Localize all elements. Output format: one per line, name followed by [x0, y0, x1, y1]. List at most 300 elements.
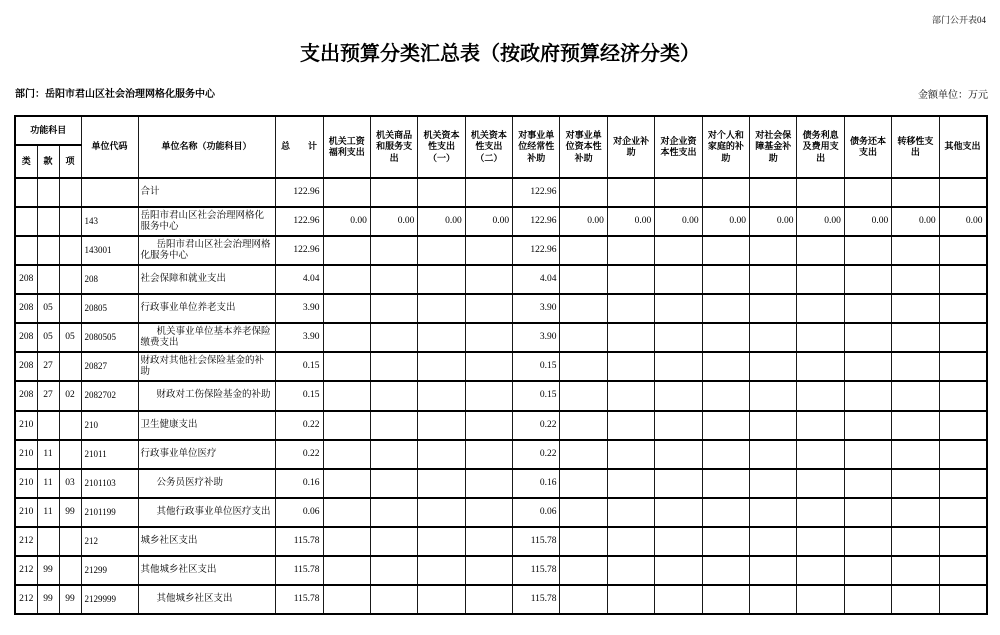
value-cell [797, 498, 844, 527]
value-cell [844, 527, 891, 556]
value-cell [465, 265, 512, 294]
total-cell: 122.96 [275, 207, 323, 236]
value-cell [797, 411, 844, 440]
value-cell [465, 585, 512, 614]
func-subject-header: 功能科目 [15, 116, 81, 145]
unit-name-cell: 其他城乡社区支出 [138, 585, 275, 614]
value-cell: 0.06 [513, 498, 560, 527]
value-cell: 3.90 [513, 294, 560, 323]
value-cell [560, 236, 607, 265]
func-section-cell [37, 236, 59, 265]
total-cell: 0.15 [275, 352, 323, 381]
unit-code-cell: 2101103 [81, 469, 138, 498]
value-col-header: 对社会保障基金补助 [750, 116, 797, 178]
unit-name-cell: 合计 [138, 178, 275, 207]
value-cell: 0.00 [560, 207, 607, 236]
value-cell [702, 469, 749, 498]
page-title: 支出预算分类汇总表（按政府预算经济分类） [300, 43, 700, 65]
value-cell [750, 236, 797, 265]
value-col-header: 机关资本性支出（二） [465, 116, 512, 178]
value-cell: 0.00 [750, 207, 797, 236]
value-col-header: 对事业单位资本性补助 [560, 116, 607, 178]
value-cell [323, 236, 370, 265]
value-cell [465, 352, 512, 381]
value-cell [939, 236, 986, 265]
value-cell [607, 178, 654, 207]
value-cell [702, 323, 749, 352]
func-section-cell: 11 [37, 498, 59, 527]
value-cell: 0.22 [513, 440, 560, 469]
value-cell [560, 440, 607, 469]
value-cell [560, 352, 607, 381]
func-item-cell [59, 527, 81, 556]
func-class-cell: 210 [15, 440, 37, 469]
func-class-cell [15, 236, 37, 265]
func-item-header: 项 [59, 145, 81, 178]
total-cell: 115.78 [275, 556, 323, 585]
func-item-cell: 02 [59, 381, 81, 410]
value-cell [323, 178, 370, 207]
value-cell [702, 265, 749, 294]
value-cell [607, 585, 654, 614]
value-cell [750, 440, 797, 469]
total-cell: 122.96 [275, 236, 323, 265]
value-cell [702, 411, 749, 440]
unit-code-cell: 210 [81, 411, 138, 440]
amount-unit-label: 金额单位：万元 [918, 90, 988, 101]
value-cell [607, 294, 654, 323]
value-cell [323, 323, 370, 352]
value-cell [939, 556, 986, 585]
table-row [15, 323, 987, 352]
doc-code-label: 部门公开表04 [931, 15, 986, 25]
func-class-cell: 208 [15, 265, 37, 294]
value-cell [465, 556, 512, 585]
value-cell [939, 352, 986, 381]
func-section-cell: 05 [37, 323, 59, 352]
value-cell [844, 323, 891, 352]
value-cell [750, 323, 797, 352]
value-cell [844, 265, 891, 294]
unit-name-cell: 卫生健康支出 [138, 411, 275, 440]
value-cell [892, 352, 939, 381]
value-col-header: 债务还本支出 [844, 116, 891, 178]
value-cell: 0.00 [939, 207, 986, 236]
value-cell: 0.00 [797, 207, 844, 236]
table-row [15, 585, 987, 614]
value-cell [607, 498, 654, 527]
unit-name-cell: 社会保障和就业支出 [138, 265, 275, 294]
total-cell: 115.78 [275, 585, 323, 614]
value-cell [702, 352, 749, 381]
table-row [15, 178, 987, 207]
value-cell [892, 556, 939, 585]
total-cell: 0.16 [275, 469, 323, 498]
func-item-cell: 03 [59, 469, 81, 498]
func-section-cell: 99 [37, 585, 59, 614]
value-cell [465, 294, 512, 323]
value-cell [323, 381, 370, 410]
value-cell [939, 265, 986, 294]
value-cell: 0.00 [465, 207, 512, 236]
value-cell [892, 527, 939, 556]
total-cell: 122.96 [275, 178, 323, 207]
value-cell [465, 178, 512, 207]
total-cell: 3.90 [275, 294, 323, 323]
value-cell [323, 352, 370, 381]
value-cell [418, 498, 465, 527]
value-cell [323, 265, 370, 294]
value-cell [702, 585, 749, 614]
value-cell: 0.22 [513, 411, 560, 440]
value-cell [797, 469, 844, 498]
func-item-cell [59, 178, 81, 207]
value-cell [750, 469, 797, 498]
func-class-header: 类 [15, 145, 37, 178]
func-item-cell: 99 [59, 585, 81, 614]
table-row [15, 440, 987, 469]
total-cell: 0.22 [275, 440, 323, 469]
value-col-header: 机关商品和服务支出 [370, 116, 417, 178]
value-cell [797, 178, 844, 207]
value-cell [844, 469, 891, 498]
value-cell [370, 323, 417, 352]
department-label: 部门：岳阳市君山区社会治理网格化服务中心 [15, 89, 215, 100]
value-cell [750, 585, 797, 614]
func-item-cell [59, 556, 81, 585]
value-cell [844, 411, 891, 440]
value-cell: 0.00 [892, 207, 939, 236]
value-cell [418, 323, 465, 352]
total-cell: 115.78 [275, 527, 323, 556]
func-item-cell [59, 236, 81, 265]
value-cell [560, 527, 607, 556]
value-cell [370, 498, 417, 527]
value-cell [844, 294, 891, 323]
value-cell [465, 469, 512, 498]
value-cell [607, 236, 654, 265]
value-cell [702, 294, 749, 323]
value-cell [750, 556, 797, 585]
value-cell [465, 411, 512, 440]
value-cell: 0.00 [418, 207, 465, 236]
unit-code-cell: 2129999 [81, 585, 138, 614]
value-col-header: 对事业单位经常性补助 [513, 116, 560, 178]
unit-name-cell: 财政对工伤保险基金的补助 [138, 381, 275, 410]
total-header: 总 计 [275, 116, 323, 178]
value-cell [844, 498, 891, 527]
value-cell [655, 411, 702, 440]
func-section-cell: 27 [37, 381, 59, 410]
value-cell: 0.00 [844, 207, 891, 236]
value-cell [702, 498, 749, 527]
unit-code-cell: 2101199 [81, 498, 138, 527]
func-class-cell [15, 207, 37, 236]
value-cell [560, 498, 607, 527]
value-cell [607, 411, 654, 440]
unit-name-cell: 其他行政事业单位医疗支出 [138, 498, 275, 527]
unit-code-cell [81, 178, 138, 207]
value-cell: 115.78 [513, 527, 560, 556]
value-cell [465, 440, 512, 469]
unit-code-cell: 208 [81, 265, 138, 294]
value-cell: 122.96 [513, 236, 560, 265]
value-cell [418, 411, 465, 440]
value-cell [797, 294, 844, 323]
value-cell [750, 498, 797, 527]
value-cell [655, 498, 702, 527]
total-cell: 3.90 [275, 323, 323, 352]
value-cell [370, 527, 417, 556]
value-cell [418, 585, 465, 614]
table-row [15, 265, 987, 294]
value-cell: 122.96 [513, 178, 560, 207]
value-cell [939, 498, 986, 527]
value-cell [939, 585, 986, 614]
value-cell [465, 236, 512, 265]
table-row [15, 411, 987, 440]
value-cell [370, 236, 417, 265]
table-row [15, 352, 987, 381]
func-class-cell: 212 [15, 585, 37, 614]
value-cell [892, 265, 939, 294]
value-cell [844, 440, 891, 469]
func-class-cell: 210 [15, 411, 37, 440]
value-cell [560, 381, 607, 410]
func-class-cell [15, 178, 37, 207]
value-cell [370, 352, 417, 381]
value-cell [797, 585, 844, 614]
value-cell [702, 527, 749, 556]
func-section-cell [37, 527, 59, 556]
value-cell [607, 265, 654, 294]
value-cell [797, 236, 844, 265]
func-section-cell [37, 207, 59, 236]
func-section-cell: 11 [37, 469, 59, 498]
value-cell [465, 498, 512, 527]
value-cell [702, 381, 749, 410]
unit-code-cell: 212 [81, 527, 138, 556]
value-cell [702, 236, 749, 265]
value-cell [655, 178, 702, 207]
value-cell: 0.16 [513, 469, 560, 498]
value-cell [750, 381, 797, 410]
value-cell [323, 440, 370, 469]
value-cell [702, 556, 749, 585]
func-item-cell [59, 411, 81, 440]
value-cell [939, 294, 986, 323]
func-class-cell: 210 [15, 469, 37, 498]
unit-name-header: 单位名称（功能科目） [138, 116, 275, 178]
func-section-cell [37, 411, 59, 440]
value-cell [418, 352, 465, 381]
value-cell [560, 469, 607, 498]
unit-code-cell: 143001 [81, 236, 138, 265]
value-cell [323, 585, 370, 614]
unit-name-cell: 城乡社区支出 [138, 527, 275, 556]
value-cell [844, 585, 891, 614]
unit-name-cell: 其他城乡社区支出 [138, 556, 275, 585]
value-cell [418, 178, 465, 207]
value-cell [797, 440, 844, 469]
unit-name-cell: 公务员医疗补助 [138, 469, 275, 498]
value-cell: 0.15 [513, 352, 560, 381]
value-cell [607, 352, 654, 381]
value-cell [560, 265, 607, 294]
func-class-cell: 212 [15, 527, 37, 556]
total-cell: 0.15 [275, 381, 323, 410]
value-cell [465, 381, 512, 410]
table-row [15, 294, 987, 323]
unit-name-cell: 行政事业单位医疗 [138, 440, 275, 469]
value-cell [750, 265, 797, 294]
value-cell [797, 265, 844, 294]
total-cell: 0.22 [275, 411, 323, 440]
value-cell: 4.04 [513, 265, 560, 294]
unit-name-cell: 行政事业单位养老支出 [138, 294, 275, 323]
value-cell [370, 440, 417, 469]
value-cell [465, 527, 512, 556]
value-cell [607, 323, 654, 352]
value-cell [844, 352, 891, 381]
func-class-cell: 212 [15, 556, 37, 585]
value-cell [418, 469, 465, 498]
func-item-cell [59, 265, 81, 294]
value-cell [370, 381, 417, 410]
unit-code-cell: 20827 [81, 352, 138, 381]
value-cell [844, 236, 891, 265]
value-cell [370, 469, 417, 498]
value-cell [560, 556, 607, 585]
value-cell [939, 527, 986, 556]
value-cell [370, 178, 417, 207]
value-cell [560, 411, 607, 440]
budget-table [14, 115, 988, 615]
unit-name-cell: 机关事业单位基本养老保险缴费支出 [138, 323, 275, 352]
value-col-header: 转移性支出 [892, 116, 939, 178]
total-cell: 0.06 [275, 498, 323, 527]
table-header [15, 116, 987, 178]
value-cell [607, 527, 654, 556]
value-cell [655, 236, 702, 265]
value-cell [939, 178, 986, 207]
unit-code-cell: 2080505 [81, 323, 138, 352]
table-row [15, 556, 987, 585]
value-cell [323, 411, 370, 440]
value-cell [750, 527, 797, 556]
value-cell [892, 236, 939, 265]
unit-name-cell: 岳阳市君山区社会治理网格化服务中心 [138, 207, 275, 236]
value-cell [560, 178, 607, 207]
func-item-cell [59, 440, 81, 469]
func-item-cell: 05 [59, 323, 81, 352]
value-cell [892, 381, 939, 410]
value-cell [655, 265, 702, 294]
func-class-cell: 210 [15, 498, 37, 527]
value-cell [418, 236, 465, 265]
value-cell [655, 585, 702, 614]
unit-code-cell: 20805 [81, 294, 138, 323]
value-cell [655, 469, 702, 498]
func-item-cell: 99 [59, 498, 81, 527]
value-cell [655, 556, 702, 585]
func-class-cell: 208 [15, 381, 37, 410]
value-cell [465, 323, 512, 352]
table-row [15, 207, 987, 236]
value-cell [607, 556, 654, 585]
value-cell [939, 440, 986, 469]
table-row [15, 469, 987, 498]
value-cell [607, 469, 654, 498]
func-class-cell: 208 [15, 352, 37, 381]
unit-code-cell: 143 [81, 207, 138, 236]
value-cell [370, 556, 417, 585]
table-row [15, 527, 987, 556]
value-cell [560, 323, 607, 352]
func-class-cell: 208 [15, 294, 37, 323]
table-body [15, 178, 987, 614]
func-section-header: 款 [37, 145, 59, 178]
value-col-header: 对企业资本性支出 [655, 116, 702, 178]
value-cell [418, 556, 465, 585]
value-cell [323, 294, 370, 323]
value-cell [370, 265, 417, 294]
value-cell [892, 585, 939, 614]
value-cell [418, 527, 465, 556]
value-cell [323, 498, 370, 527]
value-cell [323, 527, 370, 556]
func-section-cell [37, 265, 59, 294]
value-cell [844, 381, 891, 410]
func-item-cell [59, 207, 81, 236]
value-cell [750, 352, 797, 381]
value-cell: 0.00 [370, 207, 417, 236]
func-section-cell: 99 [37, 556, 59, 585]
value-col-header: 对企业补助 [607, 116, 654, 178]
value-cell [655, 323, 702, 352]
value-cell [702, 178, 749, 207]
value-cell [892, 294, 939, 323]
value-cell [370, 411, 417, 440]
value-cell: 115.78 [513, 556, 560, 585]
value-cell [939, 469, 986, 498]
value-cell: 0.00 [323, 207, 370, 236]
unit-code-cell: 2082702 [81, 381, 138, 410]
value-cell [655, 527, 702, 556]
value-cell [797, 381, 844, 410]
value-cell [607, 381, 654, 410]
func-section-cell: 05 [37, 294, 59, 323]
total-cell: 4.04 [275, 265, 323, 294]
value-cell: 0.00 [607, 207, 654, 236]
value-cell [892, 498, 939, 527]
value-cell [939, 323, 986, 352]
value-cell [655, 381, 702, 410]
value-cell [844, 556, 891, 585]
value-cell [797, 352, 844, 381]
value-cell [892, 440, 939, 469]
func-class-cell: 208 [15, 323, 37, 352]
value-cell [418, 440, 465, 469]
func-section-cell: 11 [37, 440, 59, 469]
unit-name-cell: 财政对其他社会保险基金的补助 [138, 352, 275, 381]
value-cell: 0.00 [702, 207, 749, 236]
value-cell [370, 294, 417, 323]
value-cell [655, 440, 702, 469]
value-cell [750, 294, 797, 323]
value-cell [750, 411, 797, 440]
func-section-cell: 27 [37, 352, 59, 381]
